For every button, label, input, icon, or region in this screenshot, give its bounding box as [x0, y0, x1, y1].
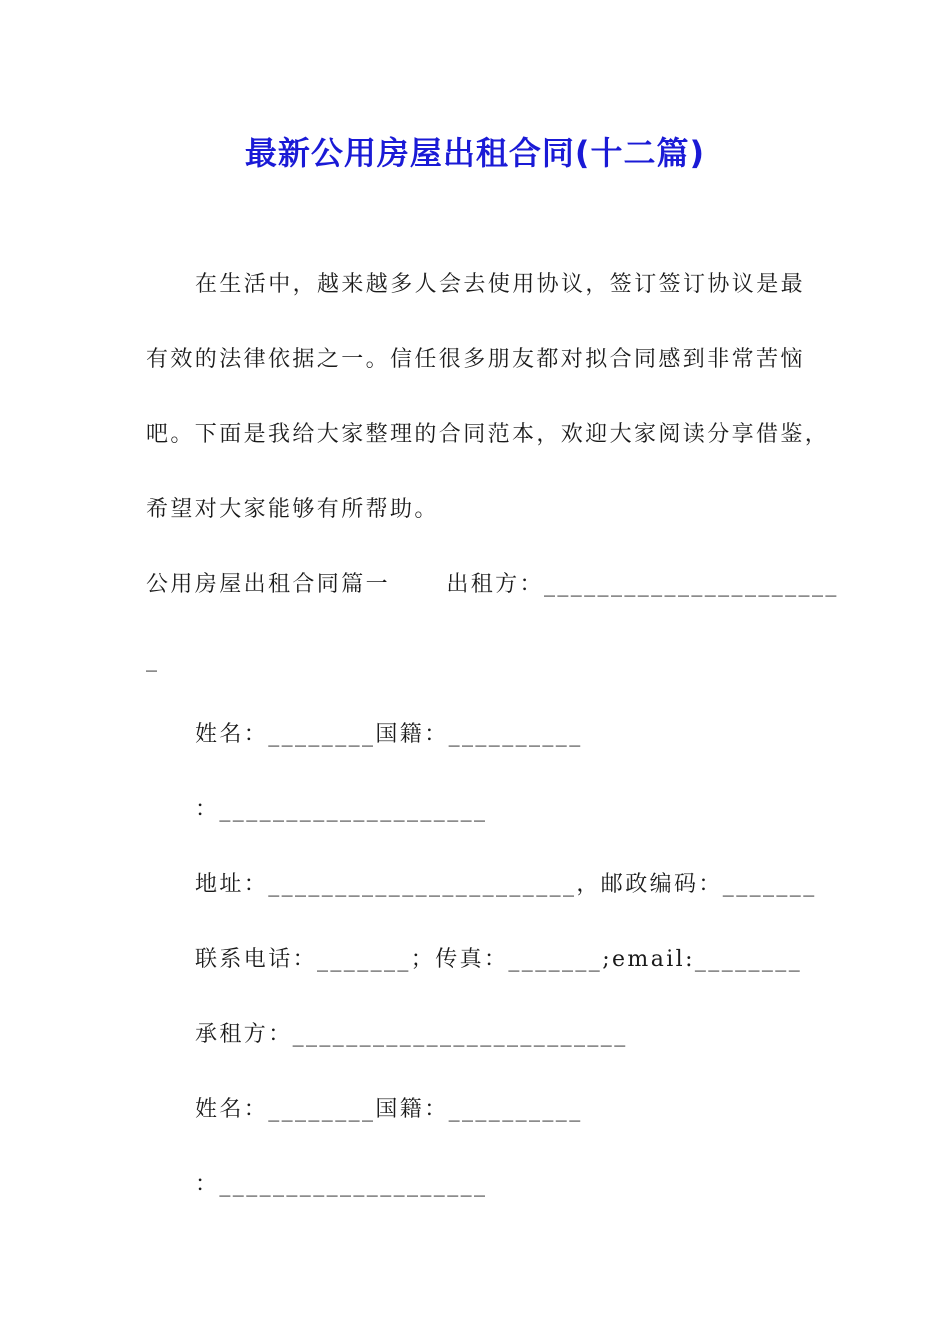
lessor-phone-fax-email: 联系电话：_______；传真：_______;email:________ [195, 947, 803, 972]
document-title: 最新公用房屋出租合同(十二篇) [244, 134, 706, 172]
intro-line-1: 在生活中，越来越多人会去使用协议，签订签订协议是最 [195, 272, 806, 297]
lessor-name-nationality: 姓名：________国籍：__________ [195, 722, 583, 747]
section-heading: 公用房屋出租合同篇一 出租方：______________________ [146, 572, 839, 597]
lessee-heading: 承租方：_________________________ [195, 1022, 628, 1047]
lessee-name-nationality: 姓名：________国籍：__________ [195, 1097, 583, 1122]
intro-line-2: 有效的法律依据之一。信任很多朋友都对拟合同感到非常苦恼 [146, 347, 805, 372]
intro-line-3: 吧。下面是我给大家整理的合同范本，欢迎大家阅读分享借鉴， [146, 422, 830, 447]
intro-line-4: 希望对大家能够有所帮助。 [146, 497, 439, 522]
lessor-address-postcode: 地址：_______________________，邮政编码：_______ [195, 872, 817, 897]
lessor-id-line: ：____________________ [195, 797, 488, 822]
lessee-id-line: ：____________________ [195, 1172, 488, 1197]
continuation-underline: _ [146, 647, 160, 672]
